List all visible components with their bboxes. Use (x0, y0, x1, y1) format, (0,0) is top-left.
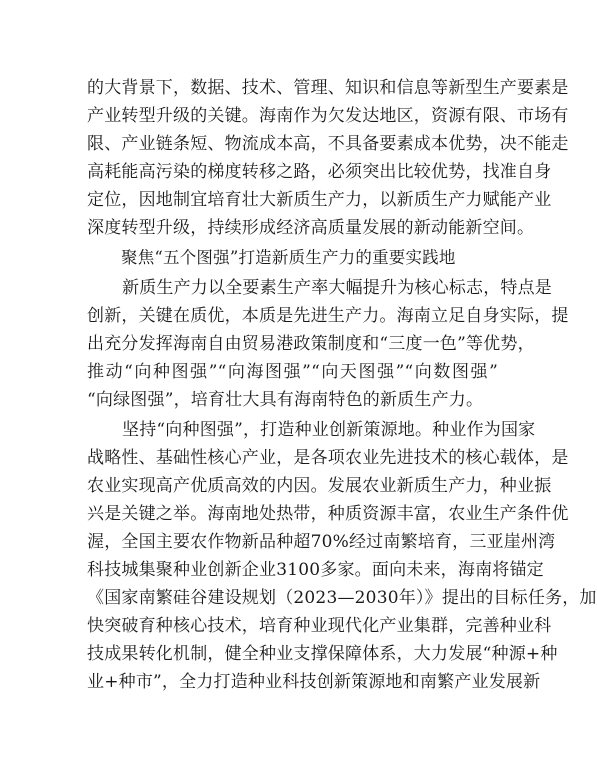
text-line: 渥，全国主要农作物新品种超70%经过南繁培育，三亚崖州湾 (87, 532, 556, 552)
text-line: 创新，关键在质优，本质是先进生产力。海南立足自身实际，提 (87, 306, 569, 326)
text-line: 出充分发挥海南自由贸易港政策制度和“三度一色”等优势， (87, 334, 535, 354)
section-heading: 聚焦“五个图强”打造新质生产力的重要实践地 (121, 248, 456, 267)
text-line: 技成果转化机制，健全种业支撑保障体系，大力发展“种源+种 (87, 644, 558, 664)
text-line: 战略性、基础性核心产业，是各项农业先进技术的核心载体，是 (87, 448, 569, 468)
text-line: 科技城集聚种业创新企业3100多家。面向未来，海南将锚定 (87, 560, 544, 580)
text-line: “向绿图强”，培育壮大具有海南特色的新质生产力。 (87, 390, 484, 410)
text-line: 新质生产力以全要素生产率大幅提升为核心标志，特点是 (122, 278, 552, 298)
text-line: 高耗能高污染的梯度转移之路，必须突出比较优势，找准自身 (87, 162, 552, 182)
text-line: 农业实现高产优质高效的内因。发展农业新质生产力，种业振 (87, 476, 552, 496)
text-line: 业+种市”，全力打造种业科技创新策源地和南繁产业发展新 (87, 672, 541, 692)
text-line: 的大背景下，数据、技术、管理、知识和信息等新型生产要素是 (87, 78, 569, 98)
text-line: 快突破育种核心技术，培育种业现代化产业集群，完善种业科 (87, 616, 552, 636)
text-line: 限、产业链条短、物流成本高，不具备要素成本优势，决不能走 (87, 134, 569, 154)
text-line: 产业转型升级的关键。海南作为欠发达地区，资源有限、市场有 (87, 106, 569, 126)
text-line: 兴是关键之举。海南地处热带，种质资源丰富，农业生产条件优 (87, 504, 569, 524)
text-line: 坚持“向种图强”，打造种业创新策源地。种业作为国家 (122, 420, 536, 440)
text-line: 深度转型升级，持续形成经济高质量发展的新动能新空间。 (87, 218, 535, 238)
text-line: 定位，因地制宜培育壮大新质生产力，以新质生产力赋能产业 (87, 190, 552, 210)
text-line: 推动“向种图强”“向海图强”“向天图强”“向数图强” (87, 362, 498, 382)
text-line: 《国家南繁硅谷建设规划（2023—2030年）》提出的目标任务，加 (87, 588, 597, 608)
